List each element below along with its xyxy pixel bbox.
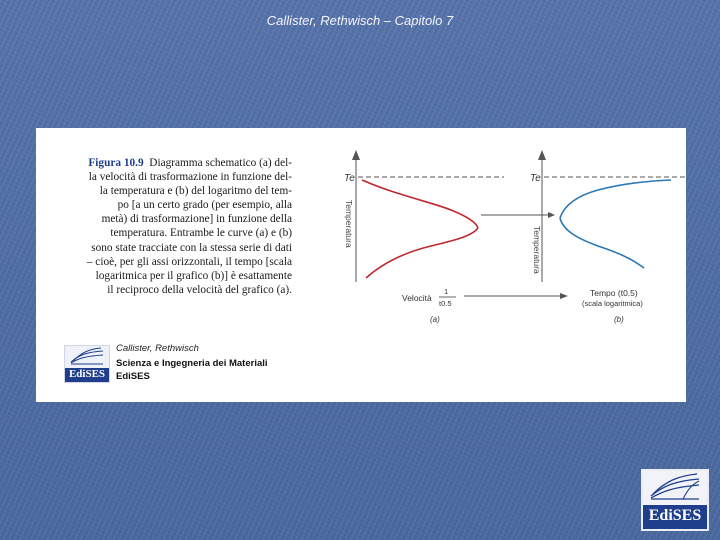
panel-a-tag: (a) — [430, 315, 440, 324]
publisher-book-title: Scienza e Ingegneria dei Materiali — [116, 358, 268, 369]
panel-a-fraction-top: 1 — [444, 287, 449, 296]
panel-b-tag: (b) — [614, 315, 624, 324]
caption-line-7: sono state tracciate con la stessa serie di dati — [91, 241, 292, 254]
panel-b-upper-curve — [560, 180, 671, 218]
caption-line-10: il reciproco della velocità del grafico (a). — [107, 283, 292, 296]
panel-a-temp-label: Temperatura — [344, 200, 354, 248]
caption-line-8: – cioè, per gli assi orizzontali, il tempo [scala — [86, 255, 292, 268]
ediSES-logo — [64, 345, 110, 383]
caption-line-9: logaritmica per il grafico (b)] è esattamente — [95, 269, 292, 282]
publisher-authors: Callister, Rethwisch — [116, 343, 199, 354]
panel-b-temp-label: Temperatura — [532, 226, 542, 274]
corner-logo-text: EdiSES — [648, 507, 702, 524]
publisher-block — [64, 342, 304, 386]
caption-line-2: la velocità di trasformazione in funzione del- — [88, 171, 292, 184]
transformation-diagram — [306, 140, 686, 330]
figure-caption — [62, 156, 292, 297]
panel-b-lower-curve — [560, 218, 644, 268]
corner-ediSES-logo — [641, 469, 709, 531]
caption-line-4: po [a un certo grado (per esempio, alla — [117, 199, 292, 212]
panel-b-x-sublabel: (scala logaritmica) — [582, 299, 643, 308]
panel-b-te-label: Te — [530, 173, 541, 184]
panel-a-x-axis-arrow — [560, 293, 568, 299]
caption-line-1: Diagramma schematico (a) del- — [149, 157, 292, 169]
panel-b-temp-axis-arrow — [538, 150, 546, 160]
caption-line-5: metà) di trasformazione] in funzione della — [101, 213, 292, 226]
caption-line-6: temperatura. Entrambe le curve (a) e (b) — [110, 227, 292, 240]
book-pages-icon — [65, 346, 109, 368]
panel-a-fraction-bottom: t0.5 — [439, 299, 452, 308]
caption-line-3: la temperatura e (b) del logaritmo del tem- — [99, 185, 292, 198]
book-pages-icon — [643, 471, 707, 505]
panel-b-x-label: Tempo (t0.5) — [590, 288, 638, 298]
panel-a-temp-axis-arrow — [352, 150, 360, 160]
panel-a-lower-curve — [366, 228, 478, 278]
panel-a-te-label: Te — [344, 173, 355, 184]
panel-a-upper-curve — [362, 180, 478, 228]
figure-label: Figura 10.9 — [88, 157, 144, 169]
slide-title: Callister, Rethwisch – Capitolo 7 — [266, 13, 454, 28]
panel-link-arrowhead — [548, 212, 555, 218]
logo-text: EdiSES — [68, 368, 106, 380]
publisher-name: EdiSES — [116, 371, 150, 382]
panel-a-x-label: Velocità — [402, 293, 432, 303]
figure-card — [36, 128, 686, 402]
